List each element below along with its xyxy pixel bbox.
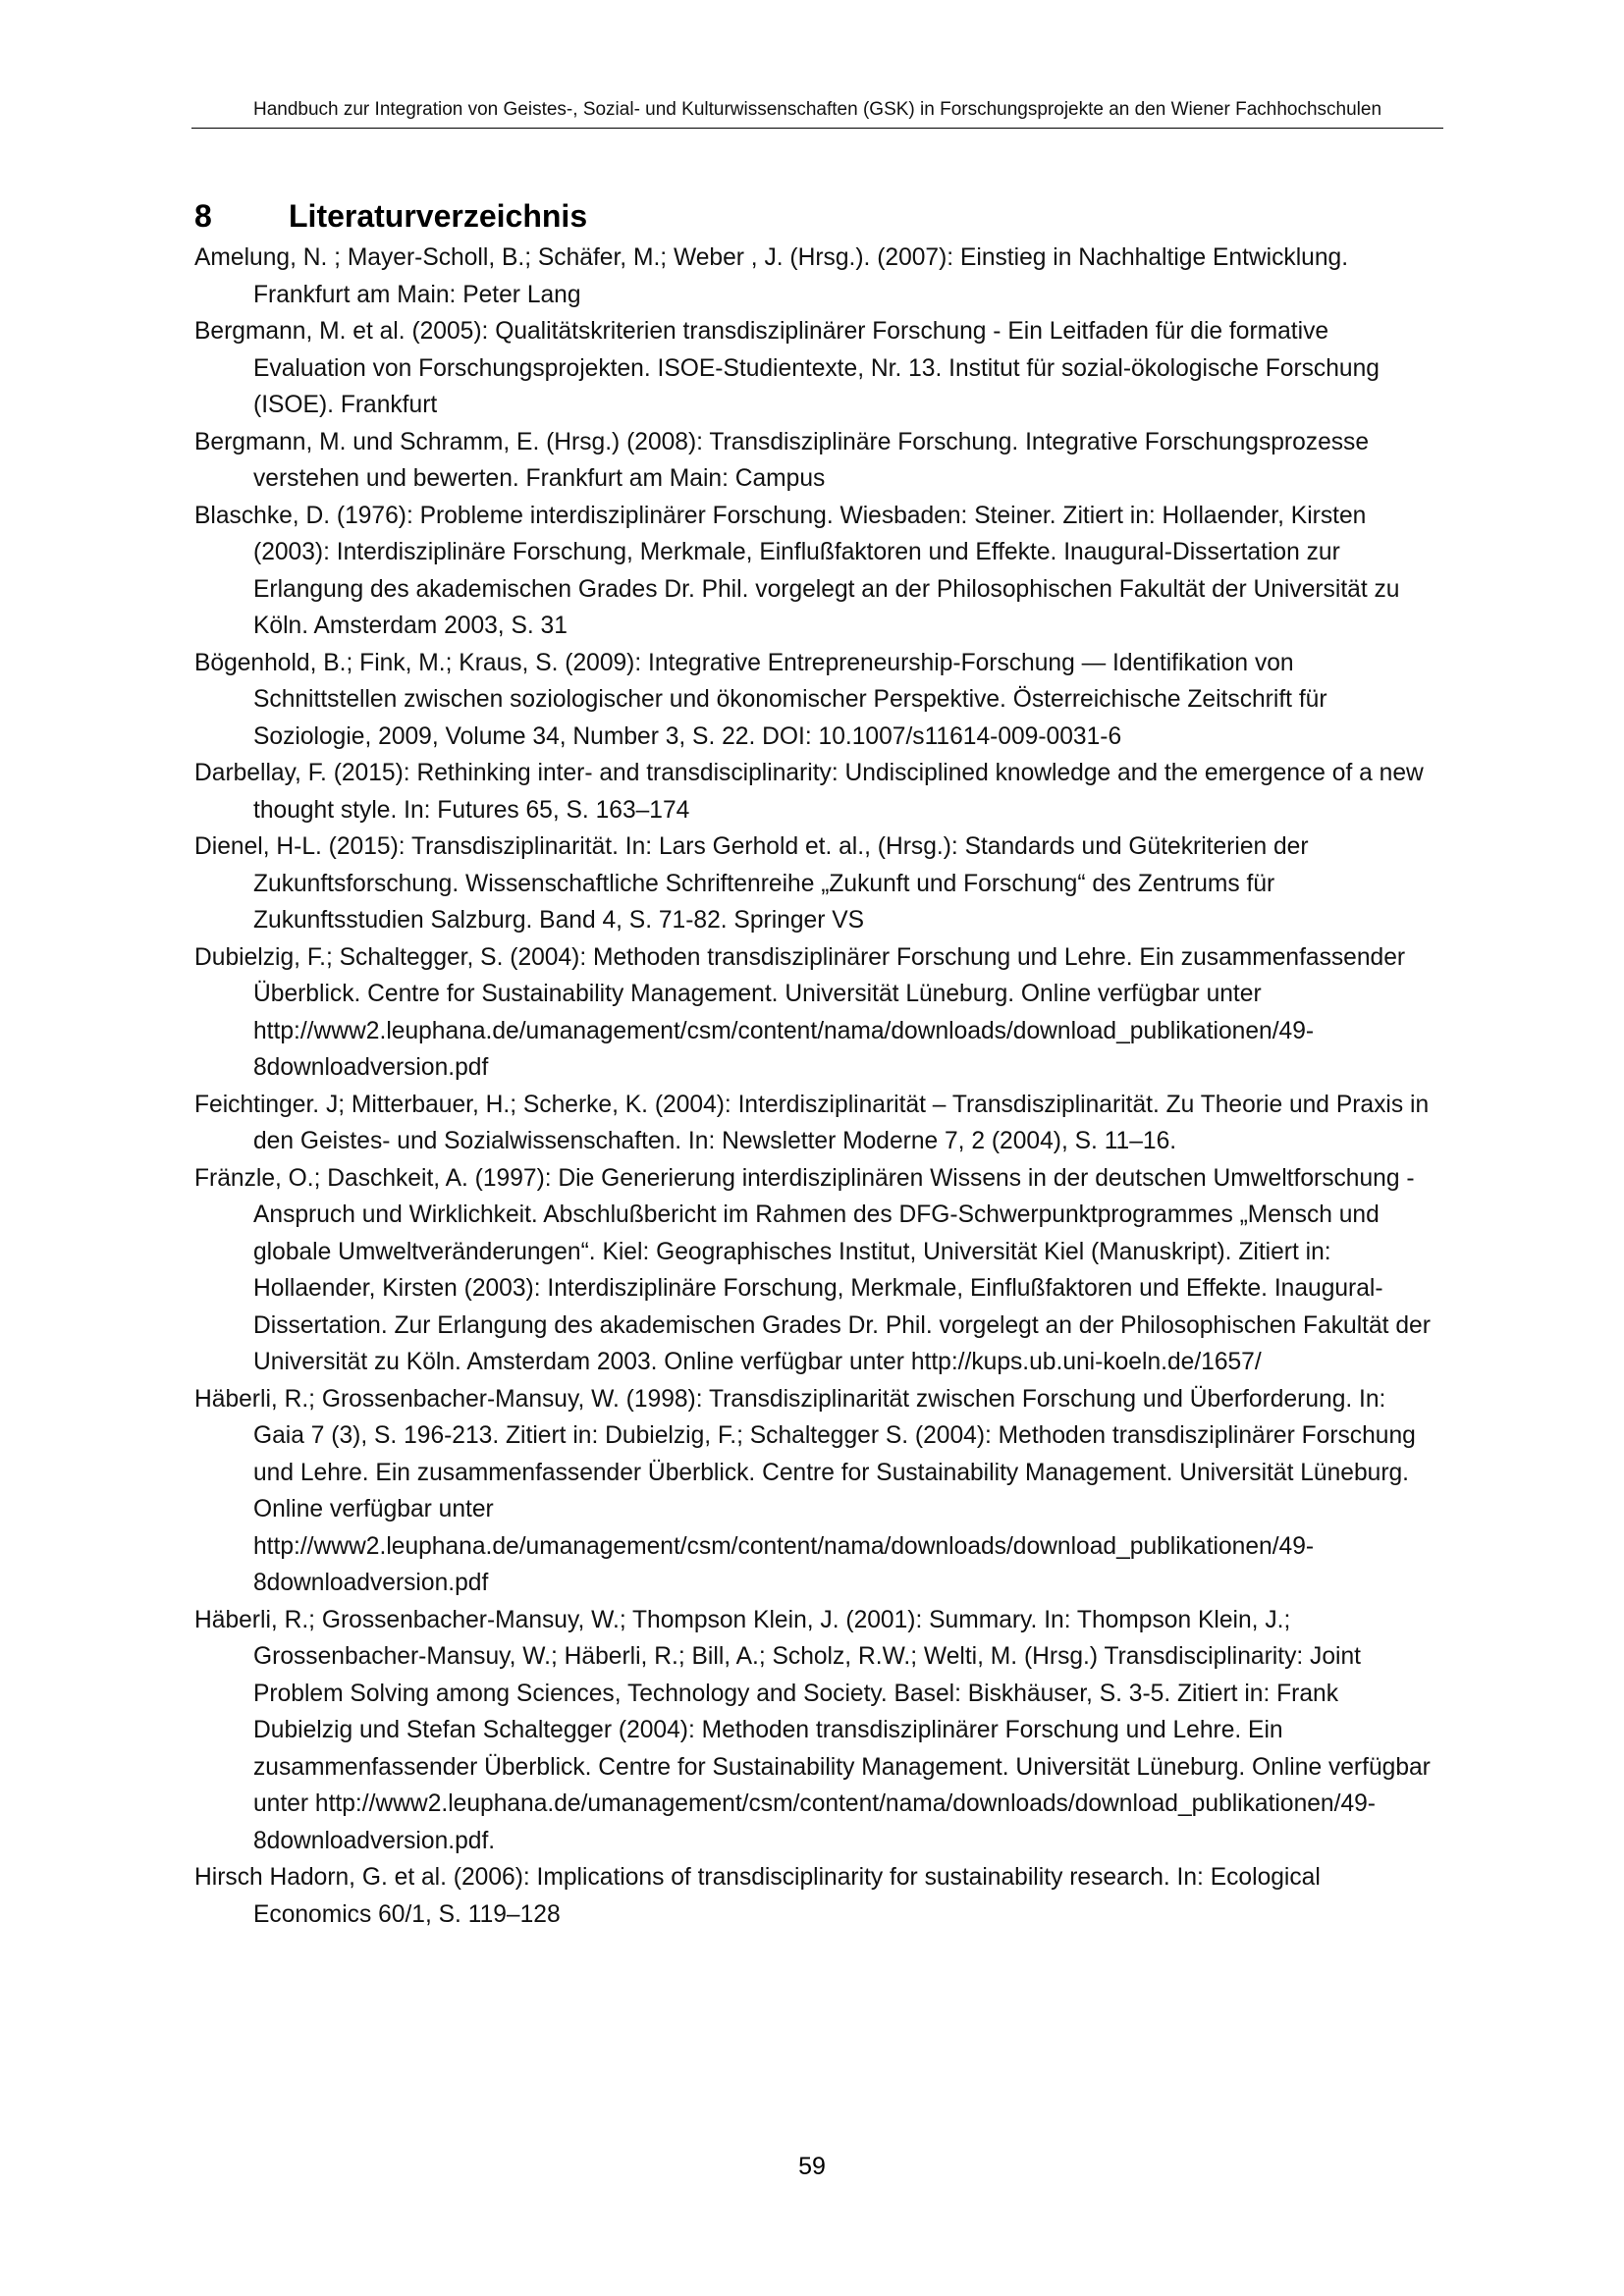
reference-entry: Bögenhold, B.; Fink, M.; Kraus, S. (2009): Integrative Entrepreneurship-Forschung — Identifikation von Schnittstellen zwischen soziologischer und ökonomischer Perspektive. Österreichische Zeitschrift für Soziologie, 2009, Volume 34, Number 3, S. 22. DOI: 10.1007/s11614-009-0031-6 <box>194 649 1327 750</box>
reference-entry: Hirsch Hadorn, G. et al. (2006): Implications of transdisciplinarity for sustainability research. In: Ecological Economics 60/1, S. 119–128 <box>194 1864 1321 1928</box>
section-title: Literaturverzeichnis <box>289 198 588 234</box>
reference-entry: Darbellay, F. (2015): Rethinking inter- and transdisciplinarity: Undisciplined knowledge and the emergence of a new thought style. In: Futures 65, S. 163–174 <box>194 760 1424 824</box>
reference-entry: Dienel, H-L. (2015): Transdisziplinarität. In: Lars Gerhold et. al., (Hrsg.): Standards und Gütekriterien der Zukunftsforschung. Wissenschaftliche Schriftenreihe „Zukunft und Forschung“ des Zentrums für Zukunftsstudien Salzburg. Band 4, S. 71-82. Springer VS <box>194 833 1309 934</box>
reference-entry: Dubielzig, F.; Schaltegger, S. (2004): Methoden transdisziplinärer Forschung und Lehre. Ein zusammenfassender Überblick. Centre for Sustainability Management. Universität Lüneburg. Online verfügbar unter http://www2.leuphana.de/umanagement/csm/content/nama/downloads/download_publikationen/49-8downloadversion.pdf <box>194 943 1406 1081</box>
reference-entry: Bergmann, M. und Schramm, E. (Hrsg.) (2008): Transdisziplinäre Forschung. Integrative Forschungsprozesse verstehen und bewerten. Frankfurt am Main: Campus <box>194 428 1370 492</box>
running-header: Handbuch zur Integration von Geistes-, Sozial- und Kulturwissenschaften (GSK) in Forschungsprojekte an den Wiener Fachhochschulen <box>252 99 1382 120</box>
section-number: 8 <box>194 198 212 234</box>
page-number: 59 <box>798 2153 826 2180</box>
header-divider <box>191 128 1443 129</box>
reference-entry: Feichtinger. J; Mitterbauer, H.; Scherke, K. (2004): Interdisziplinarität – Transdisziplinarität. Zu Theorie und Praxis in den Geistes- und Sozialwissenschaften. In: Newsletter Moderne 7, 2 (2004), S. 11–16. <box>194 1091 1430 1154</box>
reference-entry: Fränzle, O.; Daschkeit, A. (1997): Die Generierung interdisziplinären Wissens in der deutschen Umweltforschung - Anspruch und Wirklichkeit. Abschlußbericht im Rahmen des DFG-Schwerpunktprogrammes „Mensch und globale Umweltveränderungen“. Kiel: Geographisches Institut, Universität Kiel (Manuskript). Zitiert in: Hollaender, Kirsten (2003): Interdisziplinäre Forschung, Merkmale, Einflußfaktoren und Effekte. Inaugural-Dissertation. Zur Erlangung des akademischen Grades Dr. Phil. vorgelegt an der Philosophischen Fakultät der Universität zu Köln. Amsterdam 2003. Online verfügbar unter http://kups.ub.uni-koeln.de/1657/ <box>194 1164 1431 1375</box>
reference-entry: Häberli, R.; Grossenbacher-Mansuy, W.; Thompson Klein, J. (2001): Summary. In: Thompson Klein, J.; Grossenbacher-Mansuy, W.; Häberli, R.; Bill, A.; Scholz, R.W.; Welti, M. (Hrsg.) Transdisciplinarity: Joint Problem Solving among Sciences, Technology and Society. Basel: Biskhäuser, S. 3-5. Zitiert in: Frank Dubielzig und Stefan Schaltegger (2004): Methoden transdisziplinärer Forschung und Lehre. Ein zusammenfassender Überblick. Centre for Sustainability Management. Universität Lüneburg. Online verfügbar unter http://www2.leuphana.de/umanagement/csm/content/nama/downloads/download_publikationen/49-8downloadversion.pdf. <box>194 1606 1431 1854</box>
reference-entry: Häberli, R.; Grossenbacher-Mansuy, W. (1998): Transdisziplinarität zwischen Forschung und Überforderung. In: Gaia 7 (3), S. 196-213. Zitiert in: Dubielzig, F.; Schaltegger S. (2004): Methoden transdisziplinärer Forschung und Lehre. Ein zusammenfassender Überblick. Centre for Sustainability Management. Universität Lüneburg. Online verfügbar unter http://www2.leuphana.de/umanagement/csm/content/nama/downloads/download_publikationen/49-8downloadversion.pdf <box>194 1385 1416 1596</box>
reference-entry: Amelung, N. ; Mayer-Scholl, B.; Schäfer, M.; Weber , J. (Hrsg.). (2007): Einstieg in Nachhaltige Entwicklung. Frankfurt am Main: Peter Lang <box>194 244 1349 308</box>
reference-entry: Bergmann, M. et al. (2005): Qualitätskriterien transdisziplinärer Forschung - Ein Leitfaden für die formative Evaluation von Forschungsprojekten. ISOE-Studientexte, Nr. 13. Institut für sozial-ökologische Forschung (ISOE). Frankfurt <box>194 318 1380 418</box>
section-heading <box>194 196 587 236</box>
reference-list <box>194 240 1443 1933</box>
reference-entry: Blaschke, D. (1976): Probleme interdisziplinärer Forschung. Wiesbaden: Steiner. Zitiert in: Hollaender, Kirsten (2003): Interdisziplinäre Forschung, Merkmale, Einflußfaktoren und Effekte. Inaugural-Dissertation zur Erlangung des akademischen Grades Dr. Phil. vorgelegt an der Philosophischen Fakultät der Universität zu Köln. Amsterdam 2003, S. 31 <box>194 502 1400 639</box>
